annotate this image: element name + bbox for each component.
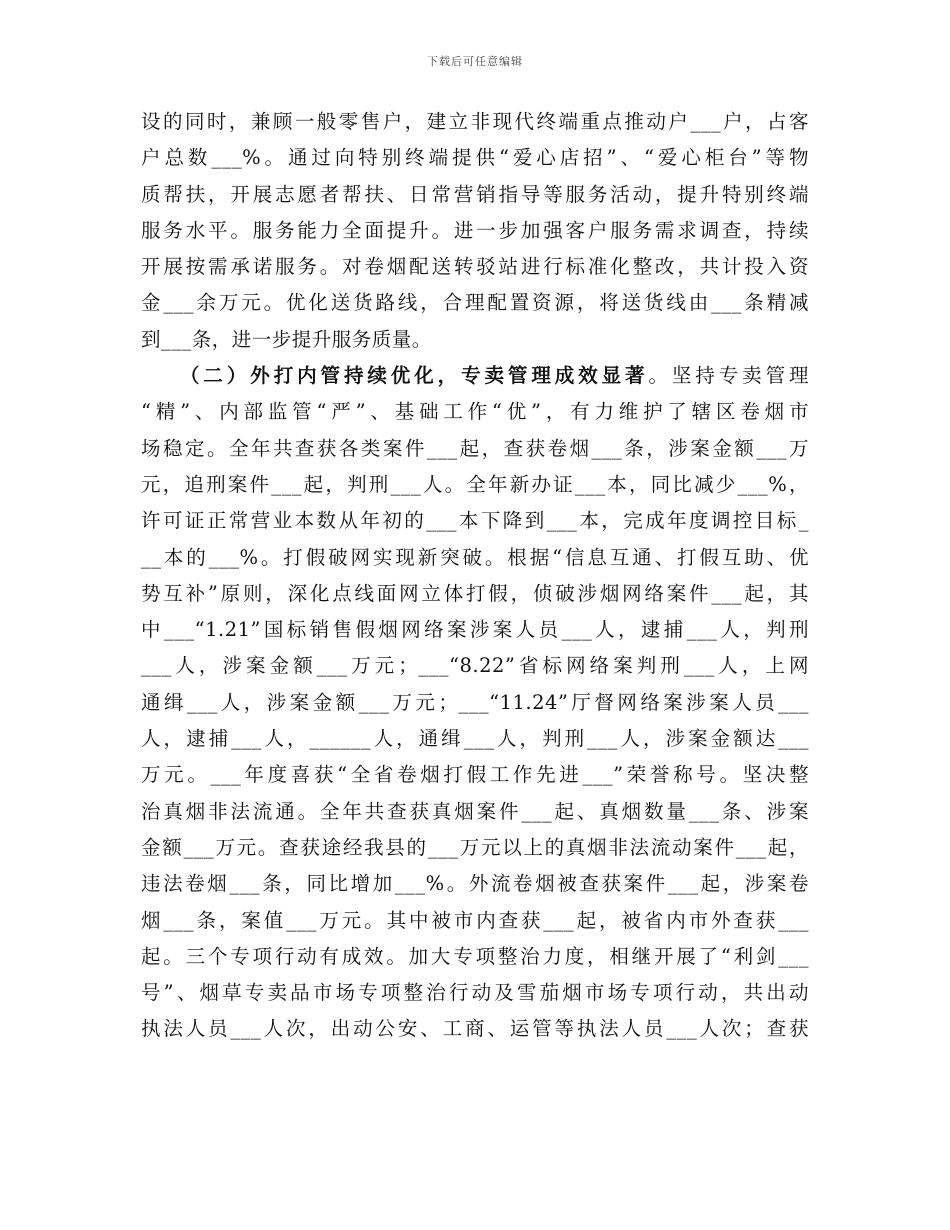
text-line: 服务水平。服务能力全面提升。进一步加强客户服务需求调查，持续 bbox=[141, 218, 809, 242]
section-heading-rest: 。坚持专卖管理 bbox=[648, 364, 809, 388]
text-line: 人，逮捕___人，______人，通缉___人，判刑___人，涉案金额达___ bbox=[141, 727, 809, 751]
text-line: 违法卷烟___条，同比增加___%。外流卷烟被查获案件___起，涉案卷 bbox=[141, 872, 809, 896]
text-line: “精”、内部监管“严”、基础工作“优”，有力维护了辖区卷烟市 bbox=[141, 400, 809, 424]
text-line: 中___“1.21”国标销售假烟网络案涉案人员___人，逮捕___人，判刑 bbox=[141, 618, 809, 642]
text-line: 开展按需承诺服务。对卷烟配送转驳站进行标准化整改，共计投入资 bbox=[141, 255, 809, 279]
text-line: 金___余万元。优化送货路线，合理配置资源，将送货线由___条精减 bbox=[141, 291, 809, 315]
text-line: 起。三个专项行动有成效。加大专项整治力度，相继开展了“利剑___ bbox=[141, 944, 809, 968]
text-line: 场稳定。全年共查获各类案件___起，查获卷烟___条，涉案金额___万 bbox=[141, 436, 809, 460]
section-heading-line bbox=[141, 358, 809, 394]
section-heading: （二）外打内管持续优化，专卖管理成效显著 bbox=[180, 364, 649, 388]
text-line: 执法人员___人次，出动公安、工商、运管等执法人员___人次；查获 bbox=[141, 1017, 809, 1041]
text-line: 势互补”原则，深化点线面网立体打假，侦破涉烟网络案件___起，其 bbox=[141, 581, 809, 605]
text-line: 许可证正常营业本数从年初的___本下降到___本，完成年度调控目标_ bbox=[141, 509, 809, 533]
text-line: 元，追刑案件___起，判刑___人。全年新办证___本，同比减少___%， bbox=[141, 472, 809, 496]
document-body bbox=[141, 104, 809, 1048]
text-line: 质帮扶，开展志愿者帮扶、日常营销指导等服务活动，提升特别终端 bbox=[141, 182, 809, 206]
text-line: 万元。___年度喜获“全省卷烟打假工作先进___”荣誉称号。坚决整 bbox=[141, 763, 809, 787]
text-line: 通缉___人，涉案金额___万元；___“11.24”厅督网络案涉案人员___ bbox=[141, 690, 809, 714]
text-line: 到___条，进一步提升服务质量。 bbox=[141, 327, 432, 351]
text-line: __本的___%。打假破网实现新突破。根据“信息互通、打假互助、优 bbox=[141, 545, 809, 569]
text-line: ___人，涉案金额___万元；___“8.22”省标网络案判刑___人，上网 bbox=[141, 654, 809, 678]
text-line: 户总数___%。通过向特别终端提供“爱心店招”、“爱心柜台”等物 bbox=[141, 146, 809, 170]
text-line: 治真烟非法流通。全年共查获真烟案件___起、真烟数量___条、涉案 bbox=[141, 799, 809, 823]
page-header: 下载后可任意编辑 bbox=[427, 55, 523, 68]
text-line: 号”、烟草专卖品市场专项整治行动及雪茄烟市场专项行动，共出动 bbox=[141, 981, 809, 1005]
text-line: 金额___万元。查获途经我县的___万元以上的真烟非法流动案件___起， bbox=[141, 835, 809, 859]
text-line: 设的同时，兼顾一般零售户，建立非现代终端重点推动户___户，占客 bbox=[141, 110, 809, 133]
text-line: 烟___条，案值___万元。其中被市内查获___起，被省内市外查获___ bbox=[141, 908, 809, 932]
